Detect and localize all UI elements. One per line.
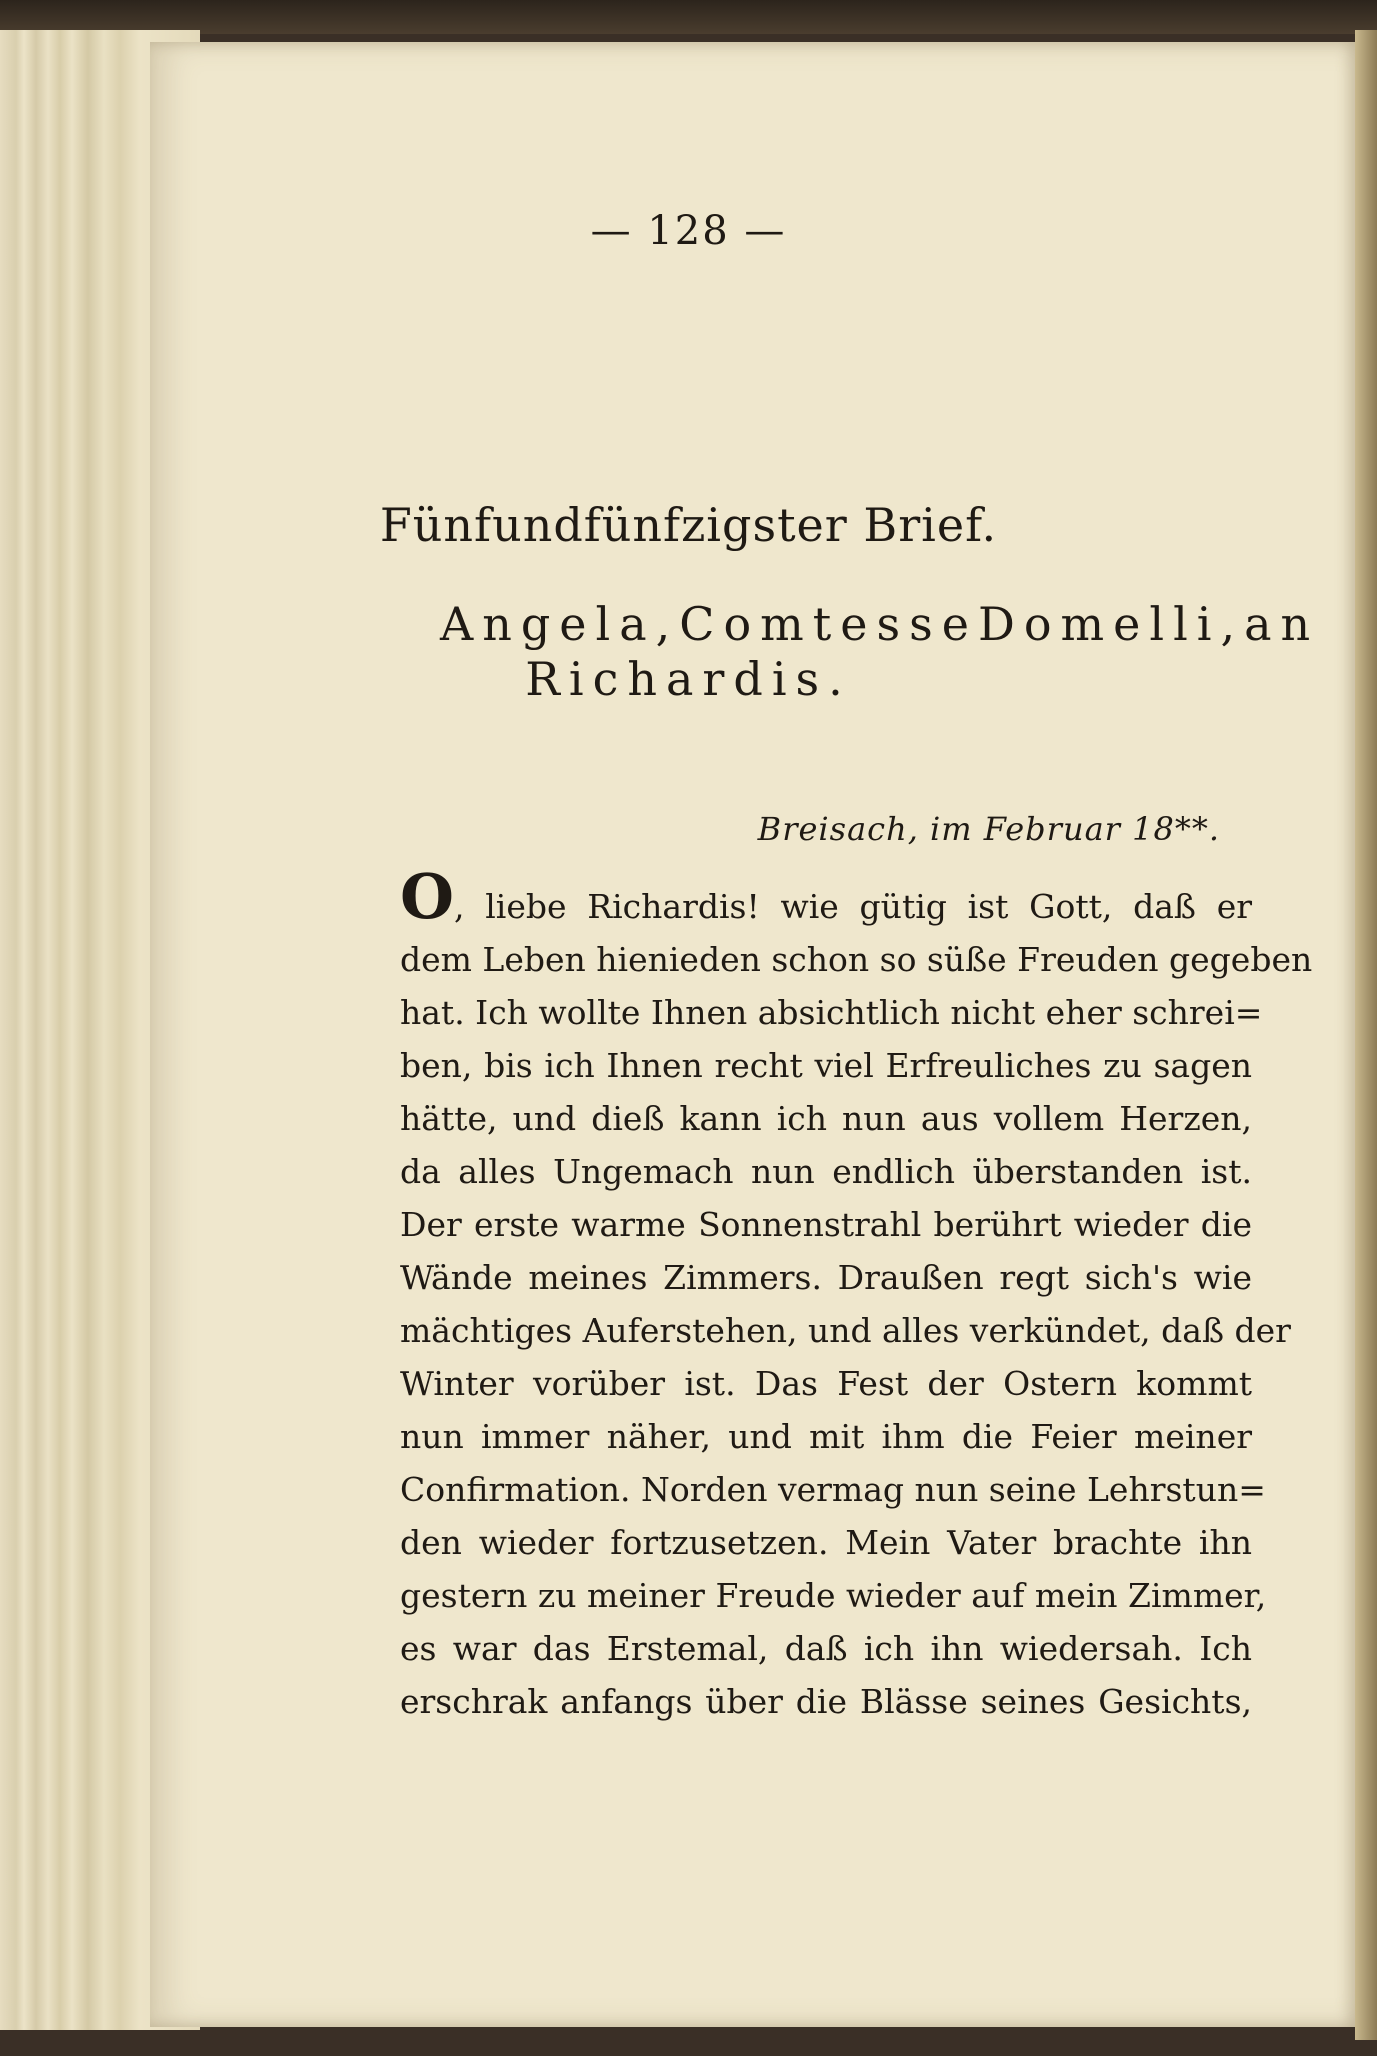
right-page-edge <box>1355 30 1377 2040</box>
body-line: ben, bis ich Ihnen recht viel Erfreuliches zu sagen <box>400 1046 1252 1085</box>
body-line: Confirmation. Norden vermag nun seine Lehrstun= <box>400 1470 1266 1509</box>
addressee-word: Angela, <box>440 597 680 651</box>
body-line: dem Leben hienieden schon so süße Freuden gegeben <box>400 940 1313 979</box>
page-number: — 128 — <box>590 208 787 254</box>
letter-title: Fünfundfünfzigster Brief. <box>379 498 998 552</box>
body-line: Der erste warme Sonnenstrahl berührt wieder die <box>400 1205 1252 1244</box>
body-line: Winter vorüber ist. Das Fest der Ostern kommt <box>400 1364 1252 1403</box>
body-line: den wieder fortzusetzen. Mein Vater brachte ihn <box>400 1523 1252 1562</box>
place-and-date: Breisach, im Februar 18**. <box>757 810 1220 848</box>
addressee-word: Comtesse <box>679 597 978 651</box>
addressee-word: Domelli, <box>977 597 1245 651</box>
body-line <box>400 860 1252 933</box>
addressee-word: an <box>1244 597 1320 651</box>
body-line: mächtiges Auferstehen, und alles verkündet, daß der <box>400 1311 1291 1350</box>
body-line: es war das Erstemal, daß ich ihn wiedersah. Ich <box>400 1629 1252 1668</box>
addressee-line-1 <box>440 597 1320 651</box>
scan-top-edge <box>0 0 1377 34</box>
body-line: Wände meines Zimmers. Draußen regt sich's wie <box>400 1258 1252 1297</box>
addressee-line-2: Richardis. <box>525 652 852 706</box>
body-line-text: , liebe Richardis! wie gütig ist Gott, daß er <box>454 887 1252 926</box>
body-line: gestern zu meiner Freude wieder auf mein Zimmer, <box>400 1576 1267 1615</box>
body-line: hat. Ich wollte Ihnen absichtlich nicht eher schrei= <box>400 993 1263 1032</box>
drop-cap: O <box>400 860 455 933</box>
body-line: da alles Ungemach nun endlich überstanden ist. <box>400 1152 1252 1191</box>
letter-body <box>400 860 1313 1728</box>
body-line: nun immer näher, und mit ihm die Feier meiner <box>400 1417 1252 1456</box>
body-line: erschrak anfangs über die Blässe seines Gesichts, <box>400 1682 1252 1721</box>
body-line: hätte, und dieß kann ich nun aus vollem Herzen, <box>400 1099 1252 1138</box>
